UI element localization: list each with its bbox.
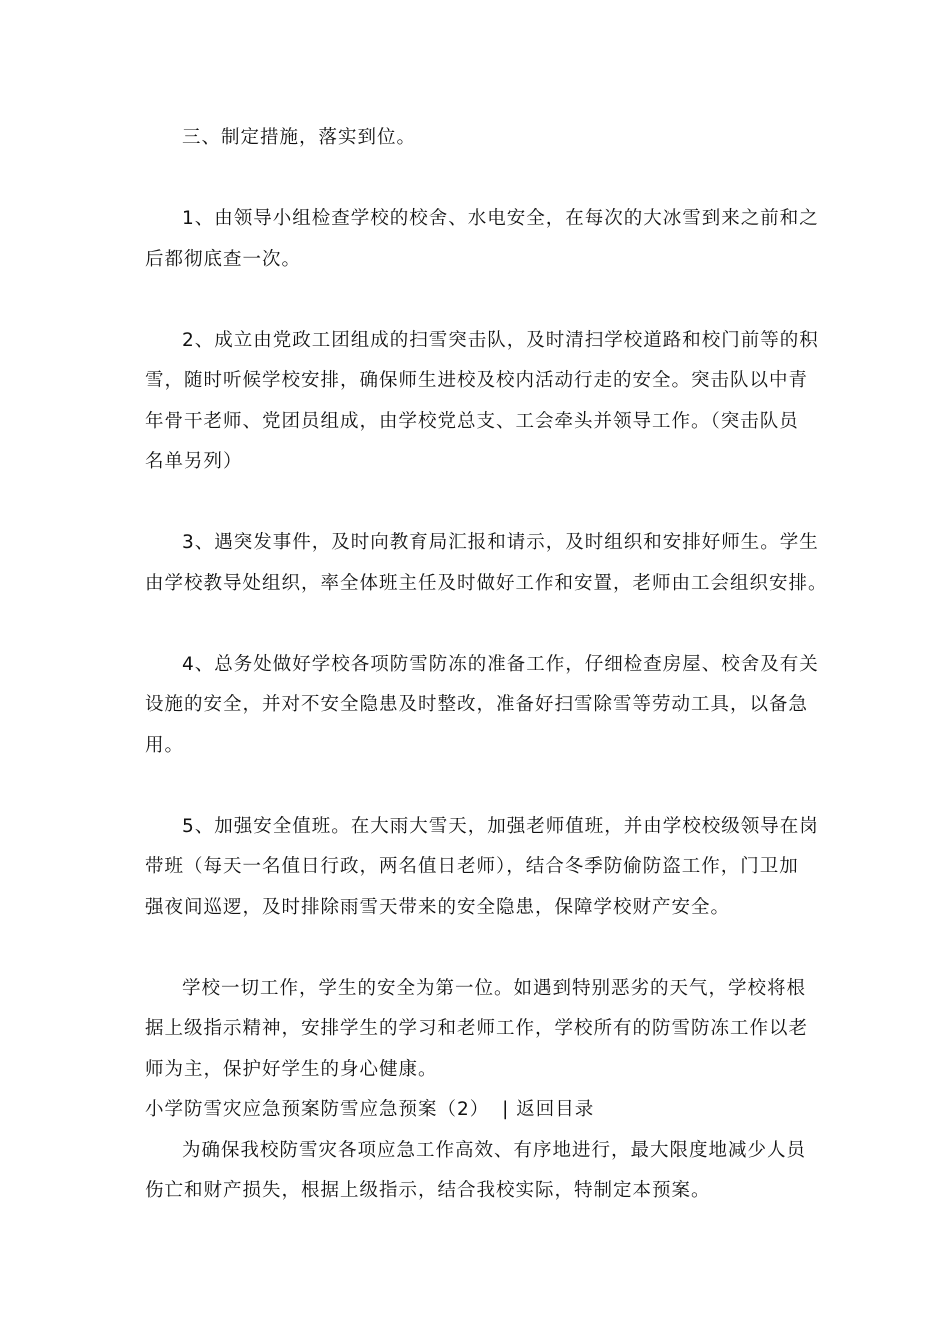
paragraph-line: 3、遇突发事件，及时向教育局汇报和请示，及时组织和安排好师生。学生 xyxy=(182,532,819,553)
paragraph-line: 4、总务处做好学校各项防雪防冻的准备工作，仔细检查房屋、校舍及有关 xyxy=(182,653,819,675)
paragraph-1 xyxy=(145,199,819,280)
paragraph-line: 伤亡和财产损失，根据上级指示，结合我校实际，特制定本预案。 xyxy=(145,1180,711,1201)
paragraph-line: 后都彻底查一次。 xyxy=(145,248,302,270)
paragraph-line: 师为主，保护好学生的身心健康。 xyxy=(145,1058,438,1080)
paragraph-line: 用。 xyxy=(145,734,185,756)
section-title: 三、制定措施，落实到位。 xyxy=(182,127,417,148)
paragraph-line: 由学校教导处组织，率全体班主任及时做好工作和安置，老师由工会组织安排。 xyxy=(145,572,828,594)
paragraph-line: 1、由领导小组检查学校的校舍、水电安全，在每次的大冰雪到来之前和之 xyxy=(182,208,819,229)
paragraph-line: 设施的安全，并对不安全隐患及时整改，准备好扫雪除雪等劳动工具，以备急 xyxy=(145,694,809,715)
document-body xyxy=(145,118,828,1212)
paragraph-line: 据上级指示精神，安排学生的学习和老师工作，学校所有的防雪防冻工作以老 xyxy=(145,1018,809,1039)
paragraph-line: 雪，随时听候学校安排，确保师生进校及校内活动行走的安全。突击队以中青 xyxy=(145,370,809,391)
paragraph-line: 为确保我校防雪灾各项应急工作高效、有序地进行，最大限度地减少人员 xyxy=(182,1139,807,1161)
paragraph-line: 学校一切工作，学生的安全为第一位。如遇到特别恶劣的天气，学校将根 xyxy=(182,977,807,999)
intro-paragraph xyxy=(145,1131,815,1212)
back-to-toc-link[interactable]: | 返回目录 xyxy=(502,1099,595,1120)
paragraph-5 xyxy=(145,807,819,929)
paragraph-line: 强夜间巡逻，及时排除雨雪天带来的安全隐患，保障学校财产安全。 xyxy=(145,896,731,918)
heading-title: 小学防雪灾应急预案防雪应急预案（2） xyxy=(145,1099,490,1120)
paragraph-line: 年骨干老师、党团员组成，由学校党总支、工会牵头并领导工作。（突击队员 xyxy=(145,410,799,432)
paragraph-line: 2、成立由党政工团组成的扫雪突击队，及时清扫学校道路和校门前等的积 xyxy=(182,329,819,351)
paragraph-line: 名单另列） xyxy=(145,451,243,472)
paragraph-6 xyxy=(145,969,815,1091)
paragraph-4 xyxy=(145,645,819,767)
paragraph-2 xyxy=(145,321,819,483)
paragraph-line: 带班（每天一名值日行政，两名值日老师），结合冬季防偷防盗工作，门卫加 xyxy=(145,856,799,877)
paragraph-3 xyxy=(145,523,828,604)
paragraph-line: 5、加强安全值班。在大雨大雪天，加强老师值班，并由学校校级领导在岗 xyxy=(182,815,819,837)
section-heading-2 xyxy=(145,1090,815,1131)
